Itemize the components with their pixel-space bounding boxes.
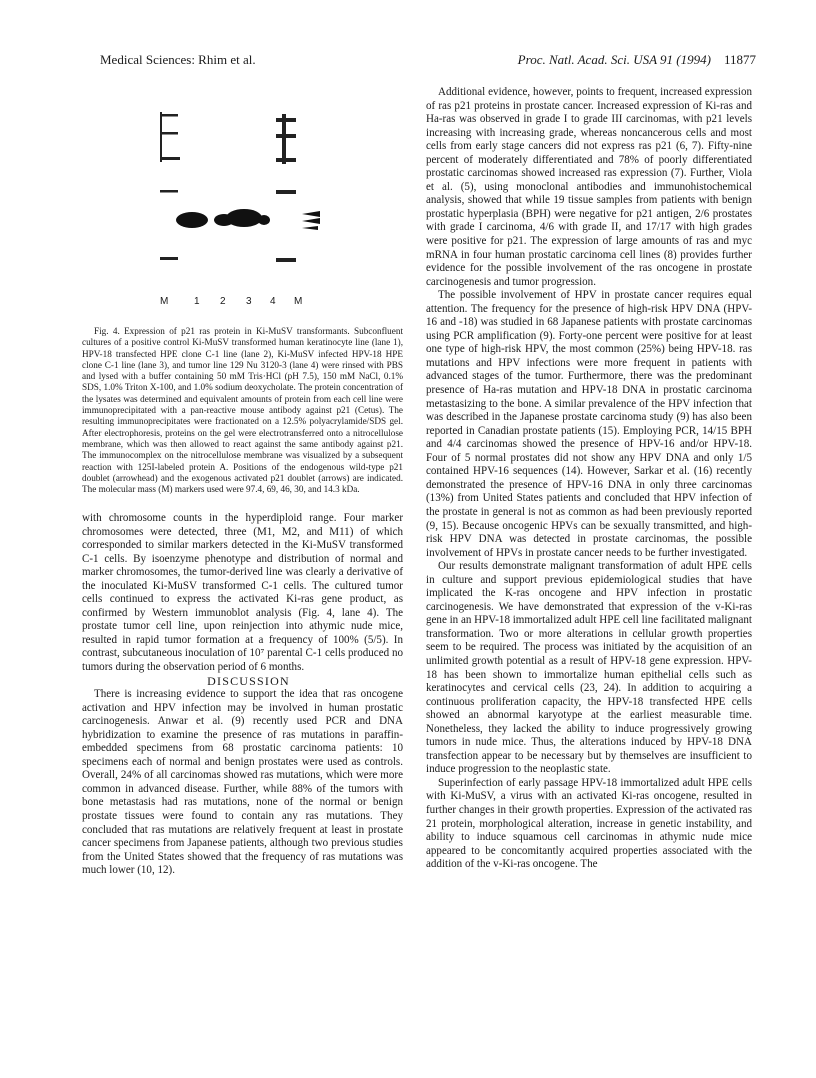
right-column	[426, 86, 752, 872]
section-heading: DISCUSSION	[207, 673, 290, 688]
paragraph: The possible involvement of HPV in prostate cancer requires equal attention. The frequency for the presence of high-risk HPV DNA (HPV-16 and -18) was studied in 68 Japanese patients with prostate carcinomas using PCR amplification (9). Forty-one percent were positive for at least one type of high-risk HPV, the most common (25%) being HPV-18. ras mutations and HPV infections were more frequent in patients with advanced stages of the tumor. Furthermore, there was the predominant presence of Ha-ras mutation and HPV-18 DNA in prostatic carcinoma metastasizing to the bone. A similar prevalence of the HPV infection that was described in the Japanese prostate carcinoma study (9) has also been reported in Canadian prostate patients (15). Employing PCR, 14/15 BPH and 4/4 carcinomas showed the presence of HPV-16 and/or HPV-18. Four of 5 normal prostates did not show any HPV DNA and only 1/5 contained HPV-16 sequences (14). However, Sarkar et al. (16) recently demonstrated the presence of HPV-16 DNA in only three carcinomas (13%) from United States patients and concluded that HPV infection of the prostate in general is not as common as had been previously reported (9, 15). Because oncogenic HPVs can be sexually transmitted, and high-risk HPV DNA was detected in prostate carcinomas, the possible involvement of HPVs in prostate cancer needs to be further investigated.	[426, 289, 752, 559]
lane-label: 1	[194, 296, 200, 307]
lane-label: 2	[220, 296, 226, 307]
p21-band-lane-1	[176, 212, 208, 228]
marker-band	[160, 190, 178, 193]
paragraph: Our results demonstrate malignant transformation of adult HPE cells in culture and support previous epidemiological studies that have implicated the K-ras oncogene and HPV infection in prostatic carcinogenesis. We have demonstrated that expression of the v-Ki-ras gene in an HPV-18 immortalized adult HPE cell line facilitated malignant transformation. Two or more alterations in cellular growth properties seem to be required. The process was initiated by the acquisition of an unlimited growth potential as a result of HPV-18 gene expression. HPV-18 has been shown to immortalize human epithelial cells such as keratinocytes and cervical cells (23, 24). In addition to acquiring a continuous proliferation capacity, the HPV-18 transfected HPE cells showed an abnormal karyotype at the earliest measurable time. Nonetheless, they lacked the ability to induce progressively growing tumors in nude mice. Thus, the alterations induced by HPV-18 DNA transfection appear to be necessary but by themselves are insufficient to induce progression to the neoplastic state.	[426, 560, 753, 776]
marker-edge	[160, 112, 162, 162]
lane-label: 4	[270, 296, 276, 307]
lane-label: M	[160, 296, 169, 307]
arrow	[302, 218, 320, 224]
paragraph: Superinfection of early passage HPV-18 immortalized adult HPE cells with Ki-MuSV, a virus with an activated Ki-ras oncogene, resulted in further changes in their growth properties. Expression of the activated ras 21 protein, morphological alteration, increase in genetic instability, and ability to induce squamous cell carcinomas in athymic nude mice appeared to be concomitantly acquired properties associated with the addition of the v-Ki-ras oncogene. The	[426, 776, 752, 871]
journal-citation: Proc. Natl. Acad. Sci. USA 91 (1994) 11877	[517, 52, 756, 67]
p21-band-lane-3	[226, 209, 262, 227]
arrowhead	[302, 226, 318, 230]
western-blot-figure	[152, 92, 332, 317]
p21-band-lane-4	[258, 215, 270, 225]
page-header	[82, 52, 756, 68]
paragraph: with chromosome counts in the hyperdiploid range. Four marker chromosomes were detected, three (M1, M2, and M11) of which corresponded to similar markers detected in the Ki-MuSV transformed C-1 cells. By isoenzyme phenotype and distribution of normal and marker chromosomes, the tumor-derived line was clearly a derivative of the inoculated Ki-MuSV transformed C-1 cells. The cultured tumor cells continued to express the activated Ki-ras gene product, as confirmed by Western immunoblot analysis (Fig. 4, lane 4). The prostate tumor cell line, upon reinjection into athymic nude mice, resulted in rapid tumor formation at a frequency of 100% (5/5). In contrast, subcutaneous inoculation of 10⁷ parental C-1 cells produced no tumors during the observation period of 6 months.	[82, 512, 403, 674]
marker-band	[276, 190, 296, 194]
marker-band	[160, 132, 178, 135]
marker-band	[160, 114, 178, 117]
running-title: Medical Sciences: Rhim et al.	[100, 52, 256, 67]
arrow-indicators	[302, 211, 320, 230]
marker-band	[160, 257, 178, 260]
marker-streak	[282, 114, 286, 164]
caption-text: Expression of p21 ras protein in Ki-MuSV transformants. Subconfluent cultures of a positive control Ki-MuSV transformed human keratinocyte line (lane 1), HPV-18 transfected HPE clone C-1 line (lane 2), Ki-MuSV infected HPV-18 HPE clone C-1 line (lane 3), and tumor line 129 Nu 3120-3 (lane 4) were rinsed with PBS and lysed with a buffer containing 50 mM Tris·HCl (pH 7.5), 150 mM NaCl, 0.1% SDS, 1.0% Triton X-100, and 1.0% sodium deoxycholate. The protein concentration of the lysates was determined and equivalent amounts of protein from each cell line were immunoprecipitated with a pan-reactive mouse antibody against p21 (Cetus). The resulting immunoprecipitates were fractionated on a 12.5% polyacrylamide/SDS gel. After electrophoresis, proteins on the gel were electrotransferred onto a nitrocellulose membrane, which was then allowed to react against the same antibody against p21. The immunocomplex on the nitrocellulose membrane was visualized by a subsequent reaction with 125I-labeled protein A. Positions of the endogenous wild-type p21 doublet (arrowhead) and the exogenous activated p21 doublet (arrows) are indicated. The molecular mass (M) markers used were 97.4, 69, 46, 30, and 14.3 kDa.	[82, 326, 404, 495]
arrow	[302, 211, 320, 217]
caption-label: Fig. 4.	[94, 326, 120, 336]
marker-band	[160, 157, 180, 160]
left-column	[82, 512, 403, 878]
page-number: 11877	[723, 52, 756, 67]
lane-labels	[160, 296, 320, 310]
paragraph: There is increasing evidence to support the idea that ras oncogene activation and HPV infection may be involved in human prostatic carcinogenesis. Anwar et al. (9) recently used PCR and DNA hybridization to examine the presence of ras mutations in paraffin-embedded specimens from 68 prostatic carcinoma patients: 10 specimens each of normal and benign prostates were used as controls. Overall, 24% of all carcinomas showed ras mutations, which were more common in advanced disease. Further, while 88% of the tumors with bone metastasis had ras mutations, none of the normal or benign prostate tissues were found to contain any ras mutations. They concluded that ras mutations are relatively frequent at least in prostate cancer specimens from Japanese patients, although two previous studies from the United States showed that the frequency of ras mutations was much lower (10, 12).	[82, 688, 403, 877]
lane-label: M	[294, 296, 303, 307]
marker-band	[276, 258, 296, 262]
paragraph: Additional evidence, however, points to frequent, increased expression of ras p21 proteins in prostate cancer. Increased expression of Ki-ras and Ha-ras was observed in grade I to grade III carcinomas, with p21 levels increasing with increasing grade, whereas noncancerous cells and most cells from early stage cancers did not express ras p21 (6, 7). Fifty-nine percent of moderately differentiated and 78% of poorly differentiated prostatic carcinomas showed increased ras expression (7). Further, Viola et al. (5), using monoclonal antibodies and immunohistochemical analysis, showed that while 19 tissue samples from patients with benign prostatic hyperplasia (BPH) were negative for p21 antigen, 2/6 prostates with grade I carcinoma, 4/6 with grade II, and 17/17 with high grades were positive for p21. The expression of large amounts of ras and myc mRNA in four human prostatic carcinoma cell lines (8) provides further evidence for the possible involvement of the ras oncogene in prostate carcinogenesis and tumor progression.	[426, 86, 752, 288]
figure-caption	[82, 326, 403, 495]
lane-label: 3	[246, 296, 252, 307]
